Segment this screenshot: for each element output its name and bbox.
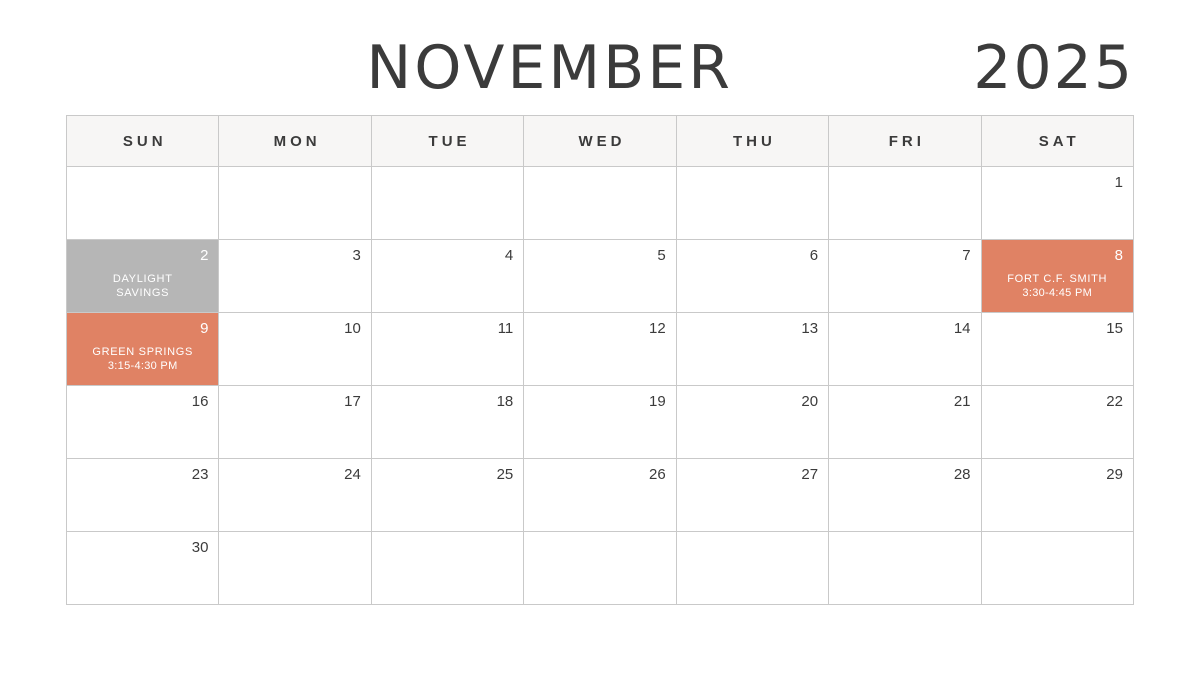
calendar-day-cell-empty: [219, 532, 371, 605]
calendar-day-cell[interactable]: [829, 240, 981, 313]
day-number: 29: [1106, 466, 1123, 483]
weekday-header-fri: [829, 116, 981, 167]
calendar-day-cell[interactable]: [829, 313, 981, 386]
weekday-header-sun: [67, 116, 219, 167]
event-title-second-line: SAVINGS: [116, 287, 170, 299]
day-number: 23: [191, 466, 209, 483]
calendar-day-cell[interactable]: [677, 459, 829, 532]
day-number: 11: [497, 320, 514, 337]
day-events: [77, 272, 208, 300]
day-number: 21: [953, 393, 971, 410]
calendar-day-cell[interactable]: [372, 240, 524, 313]
day-number: 9: [200, 320, 209, 337]
day-number: 25: [496, 466, 514, 483]
day-number: 2: [200, 247, 209, 264]
calendar-day-cell[interactable]: [829, 459, 981, 532]
calendar-day-cell-empty: [67, 167, 219, 240]
day-events: [77, 345, 208, 373]
calendar-week-row: [67, 240, 1134, 313]
calendar-day-cell[interactable]: [372, 313, 524, 386]
weekday-label: TUE: [428, 132, 471, 150]
weekday-label: FRI: [888, 132, 925, 150]
weekday-header-row: [67, 116, 1134, 167]
day-number: 1: [1114, 174, 1123, 191]
weekday-header-thu: [677, 116, 829, 167]
calendar-title-row: [66, 33, 1134, 103]
weekday-label: THU: [732, 132, 776, 150]
calendar-day-cell[interactable]: [219, 313, 371, 386]
calendar-day-cell[interactable]: [67, 313, 219, 386]
calendar-day-cell[interactable]: [219, 240, 371, 313]
month-title: NOVEMBER: [366, 33, 733, 103]
day-number: 30: [191, 539, 209, 556]
calendar-week-row: [67, 386, 1134, 459]
calendar-day-cell[interactable]: [524, 386, 676, 459]
calendar-day-cell-empty: [829, 532, 981, 605]
event-time: 3:30-4:45 PM: [1022, 287, 1093, 299]
calendar-day-cell[interactable]: [524, 240, 676, 313]
calendar-day-cell-empty: [219, 167, 371, 240]
day-number: 6: [809, 247, 819, 264]
day-number: 15: [1106, 320, 1123, 337]
calendar-day-cell[interactable]: [982, 167, 1134, 240]
weekday-label: WED: [578, 132, 626, 150]
calendar-day-cell-empty: [829, 167, 981, 240]
calendar-day-cell[interactable]: [524, 459, 676, 532]
calendar-day-cell-empty: [524, 532, 676, 605]
calendar-day-cell-empty: [372, 167, 524, 240]
calendar-day-cell[interactable]: [829, 386, 981, 459]
weekday-header-tue: [372, 116, 524, 167]
event-time: 3:15-4:30 PM: [107, 360, 178, 372]
day-number: 10: [344, 320, 361, 337]
calendar-day-cell[interactable]: [982, 313, 1134, 386]
calendar-day-cell[interactable]: [982, 459, 1134, 532]
calendar-day-cell[interactable]: [67, 240, 219, 313]
weekday-header-mon: [219, 116, 371, 167]
calendar-day-cell[interactable]: [677, 240, 829, 313]
day-number: 19: [649, 393, 666, 410]
day-number: 28: [953, 466, 971, 483]
day-number: 16: [191, 393, 209, 410]
event-title: FORT C.F. SMITH: [1007, 273, 1108, 285]
calendar-day-cell[interactable]: [219, 459, 371, 532]
calendar-day-cell[interactable]: [67, 459, 219, 532]
day-number: 13: [801, 320, 819, 337]
calendar-week-row: [67, 167, 1134, 240]
calendar-week-row: [67, 459, 1134, 532]
day-number: 8: [1114, 247, 1123, 264]
day-number: 17: [344, 393, 361, 410]
calendar-day-cell[interactable]: [67, 386, 219, 459]
weekday-header-sat: [982, 116, 1134, 167]
calendar-day-cell[interactable]: [677, 313, 829, 386]
day-number: 24: [344, 466, 361, 483]
weekday-header-wed: [524, 116, 676, 167]
event-title: DAYLIGHT: [112, 273, 173, 285]
day-number: 20: [801, 393, 819, 410]
calendar-day-cell[interactable]: [67, 532, 219, 605]
calendar-day-cell[interactable]: [982, 386, 1134, 459]
weekday-label: SUN: [122, 132, 167, 150]
calendar-day-cell[interactable]: [372, 459, 524, 532]
day-number: 12: [649, 320, 666, 337]
calendar-day-cell[interactable]: [372, 386, 524, 459]
day-number: 7: [962, 247, 971, 264]
calendar-day-cell-empty: [982, 532, 1134, 605]
calendar-day-cell[interactable]: [982, 240, 1134, 313]
day-number: 3: [352, 247, 361, 264]
calendar-grid: [66, 115, 1134, 605]
day-number: 5: [657, 247, 666, 264]
calendar-day-cell-empty: [677, 167, 829, 240]
day-number: 14: [953, 320, 971, 337]
day-number: 26: [649, 466, 666, 483]
weekday-label: SAT: [1038, 132, 1080, 150]
day-number: 22: [1106, 393, 1123, 410]
day-number: 18: [496, 393, 514, 410]
day-number: 27: [801, 466, 819, 483]
calendar-day-cell[interactable]: [219, 386, 371, 459]
day-number: 4: [504, 247, 514, 264]
year-title: 2025: [973, 33, 1134, 103]
calendar-day-cell[interactable]: [677, 386, 829, 459]
day-events: [992, 272, 1123, 300]
calendar-day-cell-empty: [677, 532, 829, 605]
weekday-label: MON: [273, 132, 321, 150]
event-title: GREEN SPRINGS: [92, 346, 194, 358]
calendar-week-row: [67, 313, 1134, 386]
calendar-day-cell-empty: [524, 167, 676, 240]
calendar-day-cell-empty: [372, 532, 524, 605]
calendar-day-cell[interactable]: [524, 313, 676, 386]
calendar-week-row: [67, 532, 1134, 605]
